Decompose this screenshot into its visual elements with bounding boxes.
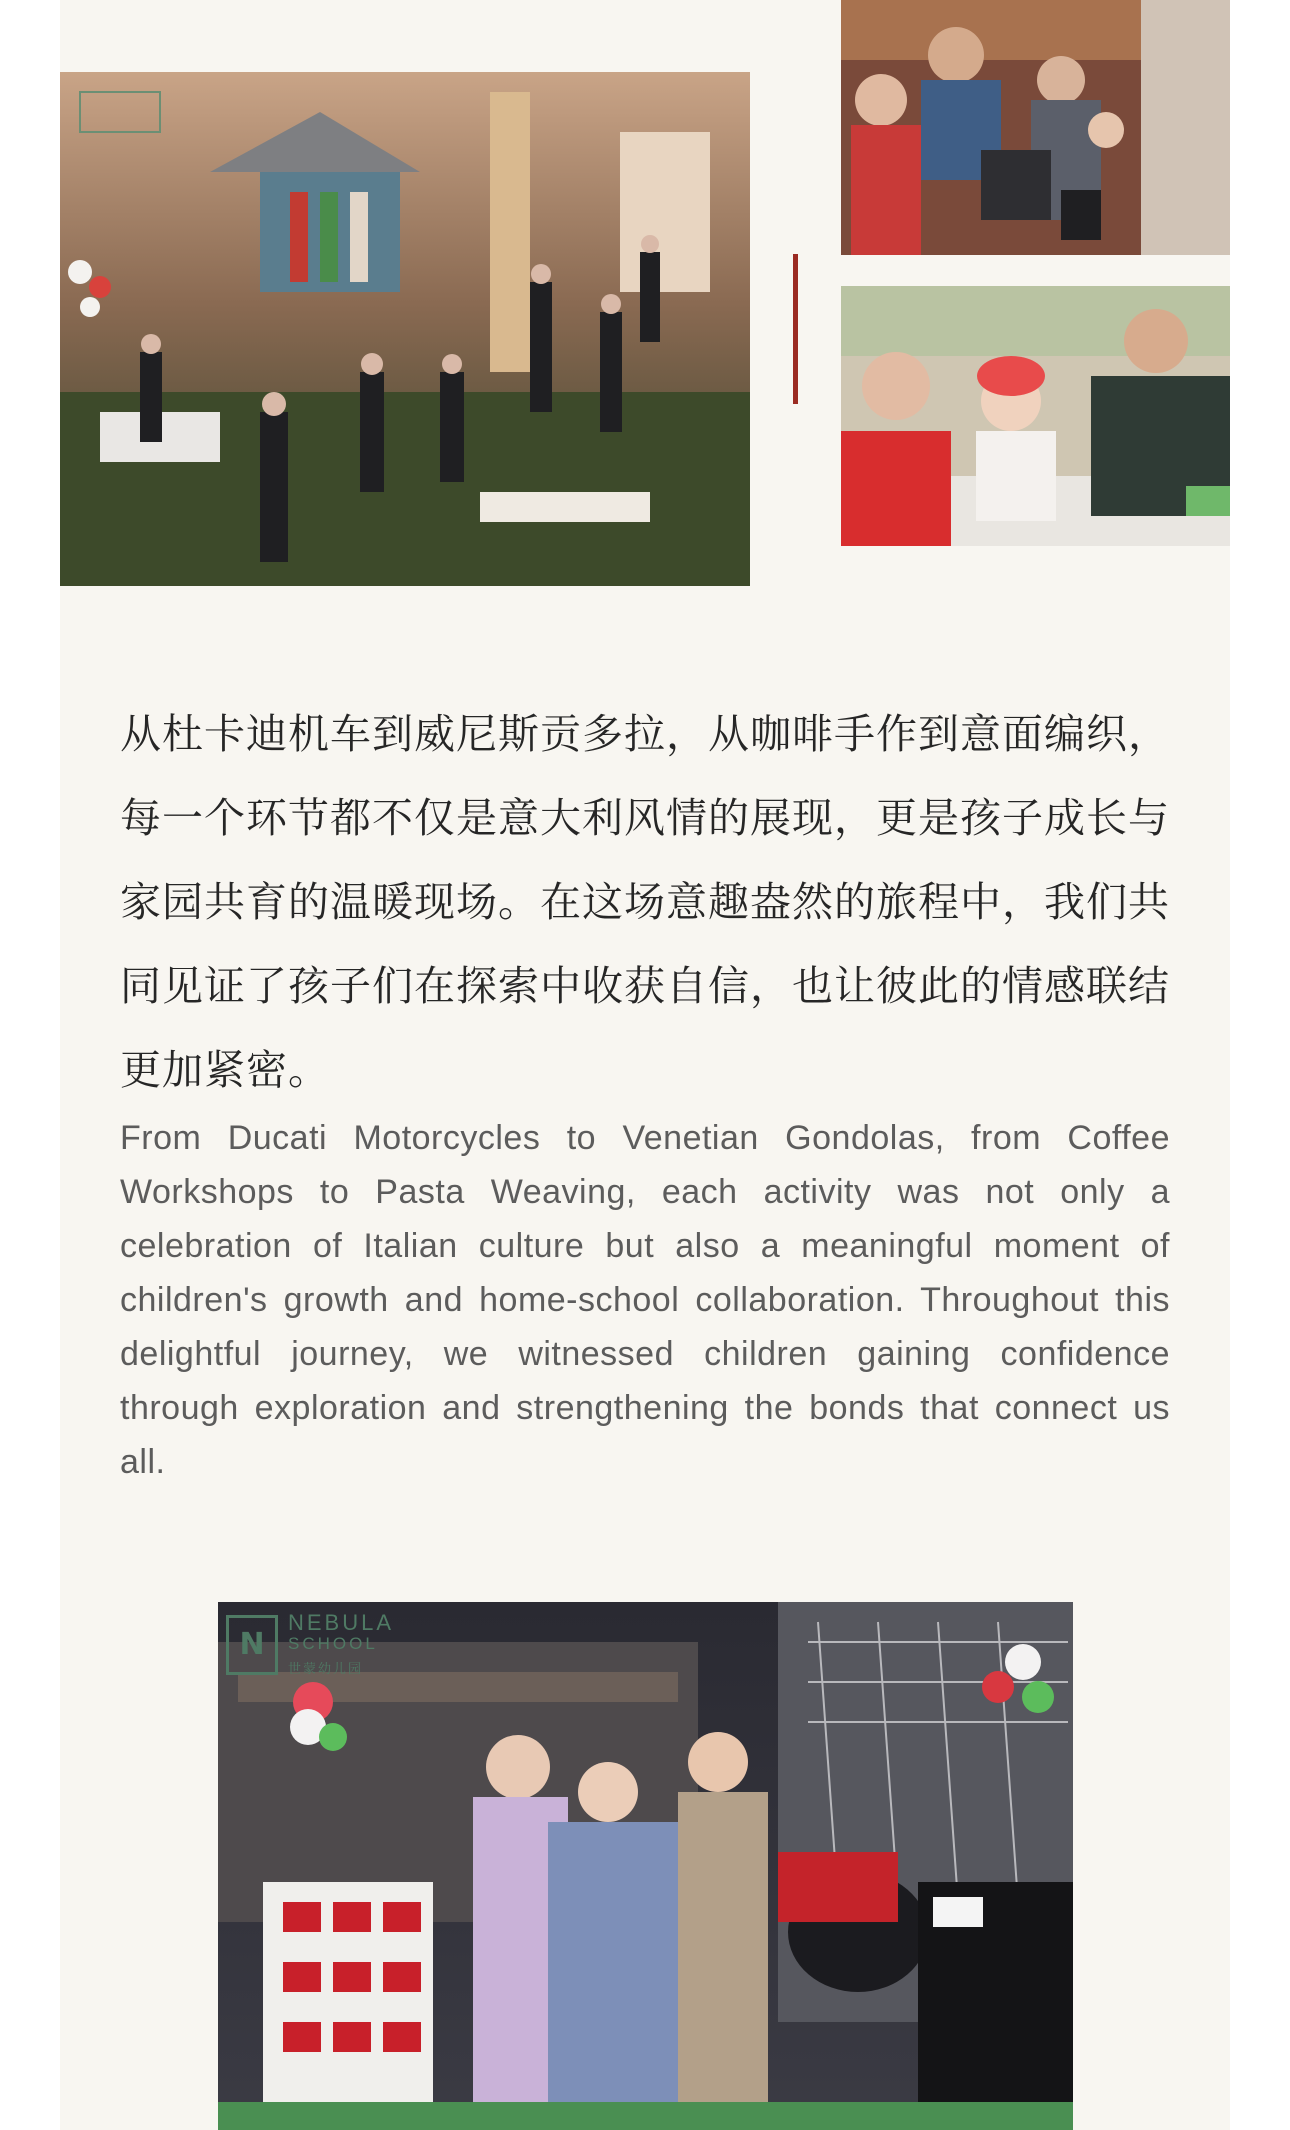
article-paragraph-chinese: 从杜卡迪机车到威尼斯贡多拉，从咖啡手作到意面编织，每一个环节都不仅是意大利风情的展现，更是孩子成长与家园共育的温暖现场。在这场意趣盎然的旅程中，我们共同见证了孩子们在探索中收获自信，也让彼此的情感联结更加紧密。: [120, 710, 1170, 1094]
logo-chinese-name: 世蒙幼儿园: [288, 1662, 364, 1677]
family-activity-photo: [841, 0, 1230, 255]
article-paragraph-english: From Ducati Motorcycles to Venetian Gondolas, from Coffee Workshops to Pasta Weaving, each activity was not only a celebration of Italian culture but also a meaningful moment of children's growth and home-school collaboration. Throughout this delightful journey, we witnessed children gaining confidence through exploration and strengthening the bonds that connect us all.: [120, 1119, 1170, 1481]
kids-costume-night-photo: [218, 1602, 1073, 2130]
accent-divider: [793, 254, 798, 404]
logo-subtitle: SCHOOL: [288, 1634, 378, 1653]
nebula-school-logo: [226, 1612, 394, 1677]
kids-chef-craft-photo: [841, 286, 1230, 546]
logo-name: NEBULA: [288, 1610, 395, 1635]
italian-night-market-photo: [60, 72, 750, 586]
logo-text: [288, 1612, 394, 1677]
logo-mark-icon: N: [226, 1615, 278, 1675]
